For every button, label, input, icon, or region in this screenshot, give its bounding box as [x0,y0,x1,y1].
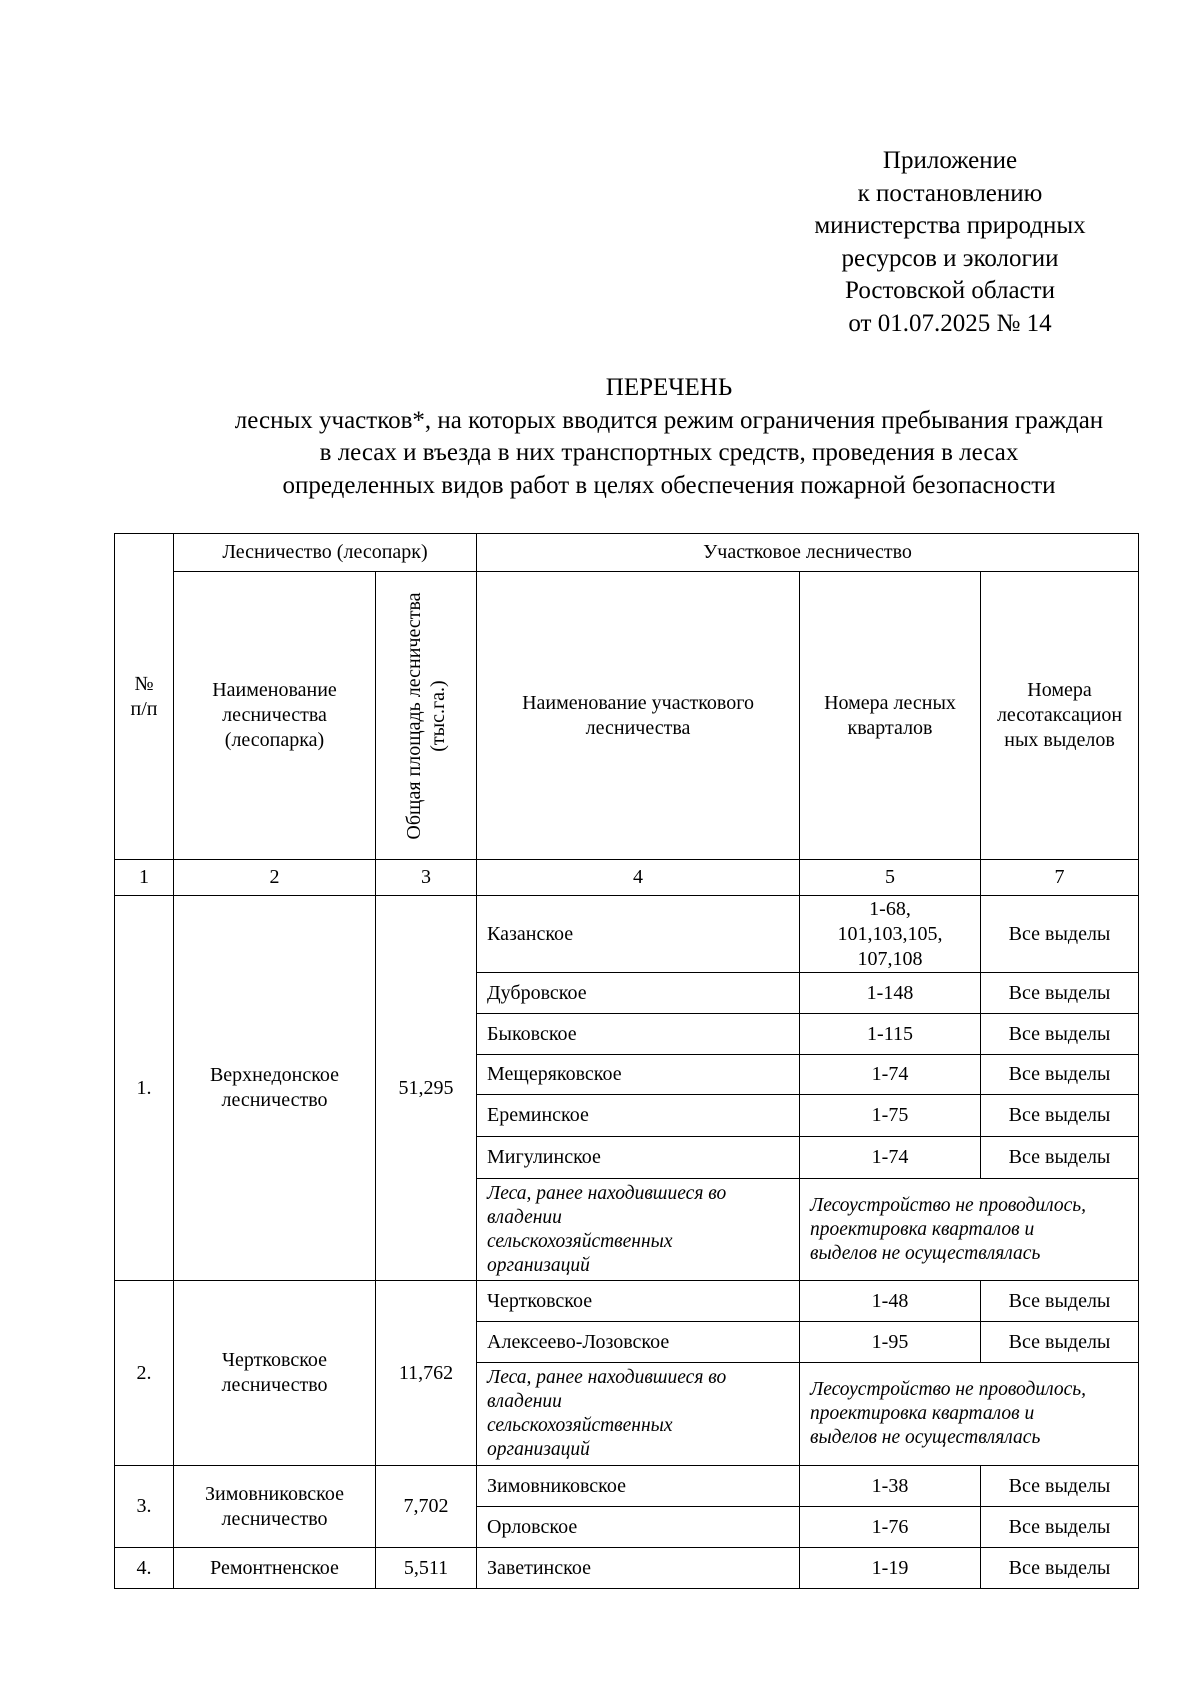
header-line: лесничества [222,704,327,726]
district-name: Чертковское [477,1281,800,1322]
note-text-line: Лесоустройство не проводилось, [810,1379,1087,1400]
forestry-name [174,896,376,1281]
note-district-line: владении [487,1206,562,1228]
quarter-line: 1-48 [871,1289,909,1312]
header-district-name [477,572,800,860]
allotment-numbers: Все выделы [981,1548,1139,1589]
header-line: лесничества [585,716,691,739]
quarter-line: 1-75 [871,1104,909,1126]
note-text-line: проектировка кварталов и [810,1218,1035,1240]
quarter-numbers [800,1095,981,1137]
header-area-rotated [402,581,450,851]
appendix-line: министерства природных [814,212,1086,239]
heading-line: определенных видов работ в целях обеспечения пожарной безопасности [282,471,1056,499]
header-line: ных выделов [1004,729,1115,751]
quarter-numbers [800,1466,981,1507]
header-num-line: № [134,672,154,695]
header-forestry-name [174,572,376,860]
district-name: Быковское [477,1014,800,1055]
forestry-area: 11,762 [376,1281,477,1466]
row-number: 2. [115,1281,174,1466]
table-row [115,1466,1139,1507]
row-number: 3. [115,1466,174,1548]
district-name: Мещеряковское [477,1055,800,1095]
row-number: 4. [115,1548,174,1589]
header-num [115,534,174,860]
forestry-area: 7,702 [376,1466,477,1548]
quarter-numbers [800,1507,981,1548]
allotment-numbers: Все выделы [981,1322,1139,1363]
quarter-line: 1-74 [871,1146,909,1168]
quarter-numbers [800,1014,981,1055]
appendix-line: от 01.07.2025 № 14 [848,309,1052,337]
heading-line: в лесах и въезда в них транспортных средств, проведения в лесах [319,439,1019,466]
quarter-numbers [800,1055,981,1095]
district-name: Ереминское [477,1095,800,1137]
row-number: 1. [115,896,174,1281]
forestry-name-line: Верхнедонское [209,1064,340,1086]
allotment-numbers: Все выделы [981,1014,1139,1055]
quarter-numbers [800,973,981,1014]
quarter-line: 1-68, [869,897,911,920]
table-row [115,1548,1139,1589]
header-area-line: (тыс.га.) [427,679,449,752]
note-text [800,1363,1139,1466]
header-row-columns [115,572,1139,860]
quarter-line: 107,108 [857,947,923,970]
header-group-district: Участковое лесничество [477,534,1139,572]
column-number: 5 [800,860,981,896]
note-district-line: Леса, ранее находившиеся во [487,1367,727,1388]
document-heading [0,372,1200,502]
column-numbers-row [115,860,1139,896]
note-text-line: проектировка кварталов и [810,1403,1035,1424]
appendix-line: Ростовской области [845,277,1055,304]
allotment-numbers: Все выделы [981,896,1139,973]
appendix-line: ресурсов и экологии [841,244,1059,272]
forestry-area: 51,295 [376,896,477,1281]
heading-title: ПЕРЕЧЕНЬ [605,374,733,401]
note-district-line: владении [487,1391,562,1412]
note-text-line: Лесоустройство не проводилось, [810,1194,1087,1216]
quarter-line: 1-115 [867,1022,913,1045]
note-district [477,1363,800,1466]
forestry-name-line: Ремонтненское [210,1556,339,1579]
appendix-line: к постановлению [857,179,1043,207]
quarter-numbers [800,1281,981,1322]
table-row [115,1281,1139,1322]
forestry-name-line: лесничество [221,1374,328,1396]
allotment-numbers: Все выделы [981,1507,1139,1548]
allotment-numbers: Все выделы [981,1466,1139,1507]
header-line: (лесопарка) [224,729,325,751]
header-line: Номера лесных [824,691,956,714]
heading-line: лесных участков*, на которых вводится режим ограничения пребывания граждан [234,406,1104,434]
district-name: Казанское [477,896,800,973]
column-number: 4 [477,860,800,896]
allotment-numbers: Все выделы [981,1137,1139,1179]
column-number: 1 [115,860,174,896]
header-line: кварталов [847,716,933,739]
quarter-line: 1-148 [866,981,914,1004]
note-district [477,1179,800,1281]
appendix-block [780,145,1120,340]
quarter-line: 1-74 [871,1063,909,1085]
quarter-line: 1-95 [871,1330,909,1353]
quarter-numbers [800,896,981,973]
forestry-name-line: Зимовниковское [205,1482,344,1505]
quarter-numbers [800,1322,981,1363]
forest-plots-table [114,533,1139,1589]
allotment-numbers: Все выделы [981,973,1139,1014]
allotment-numbers: Все выделы [981,1281,1139,1322]
forestry-name [174,1548,376,1589]
district-name: Алексеево-Лозовское [477,1322,800,1363]
header-row-groups [115,534,1139,572]
header-quarters [800,572,981,860]
table-row [115,896,1139,973]
header-num-line: п/п [130,697,158,720]
district-name: Зимовниковское [477,1466,800,1507]
header-line: Номера [1027,679,1092,701]
forestry-area: 5,511 [376,1548,477,1589]
column-number: 7 [981,860,1139,896]
note-text [800,1179,1139,1281]
header-area [376,572,477,860]
quarter-numbers [800,1137,981,1179]
note-district-line: сельскохозяйственных [487,1415,673,1436]
note-district-line: сельскохозяйственных [487,1230,673,1252]
quarter-numbers [800,1548,981,1589]
column-number: 2 [174,860,376,896]
header-allotments [981,572,1139,860]
district-name: Дубровское [477,973,800,1014]
district-name: Орловское [477,1507,800,1548]
quarter-line: 1-38 [871,1474,909,1497]
forestry-name [174,1281,376,1466]
quarter-line: 1-19 [871,1556,909,1579]
note-district-line: организаций [487,1439,590,1460]
header-area-line: Общая площадь лесничества [403,591,425,840]
forestry-name-line: лесничество [221,1089,328,1111]
header-line: Наименование [212,679,337,701]
district-name: Мигулинское [477,1137,800,1179]
header-group-forestry: Лесничество (лесопарк) [174,534,477,572]
header-line: Наименование участкового [522,691,754,714]
quarter-line: 1-76 [871,1515,909,1538]
forestry-name-line: лесничество [221,1507,328,1530]
forestry-name-line: Чертковское [221,1349,328,1371]
column-number: 3 [376,860,477,896]
note-text-line: выделов не осуществлялась [810,1427,1041,1448]
district-name: Заветинское [477,1548,800,1589]
note-text-line: выделов не осуществлялась [810,1242,1041,1264]
allotment-numbers: Все выделы [981,1055,1139,1095]
note-district-line: организаций [487,1254,590,1276]
allotment-numbers: Все выделы [981,1095,1139,1137]
appendix-line: Приложение [882,147,1018,174]
forestry-name [174,1466,376,1548]
header-line: лесотаксацион [996,704,1123,726]
quarter-line: 101,103,105, [837,922,943,945]
note-district-line: Леса, ранее находившиеся во [487,1182,727,1204]
